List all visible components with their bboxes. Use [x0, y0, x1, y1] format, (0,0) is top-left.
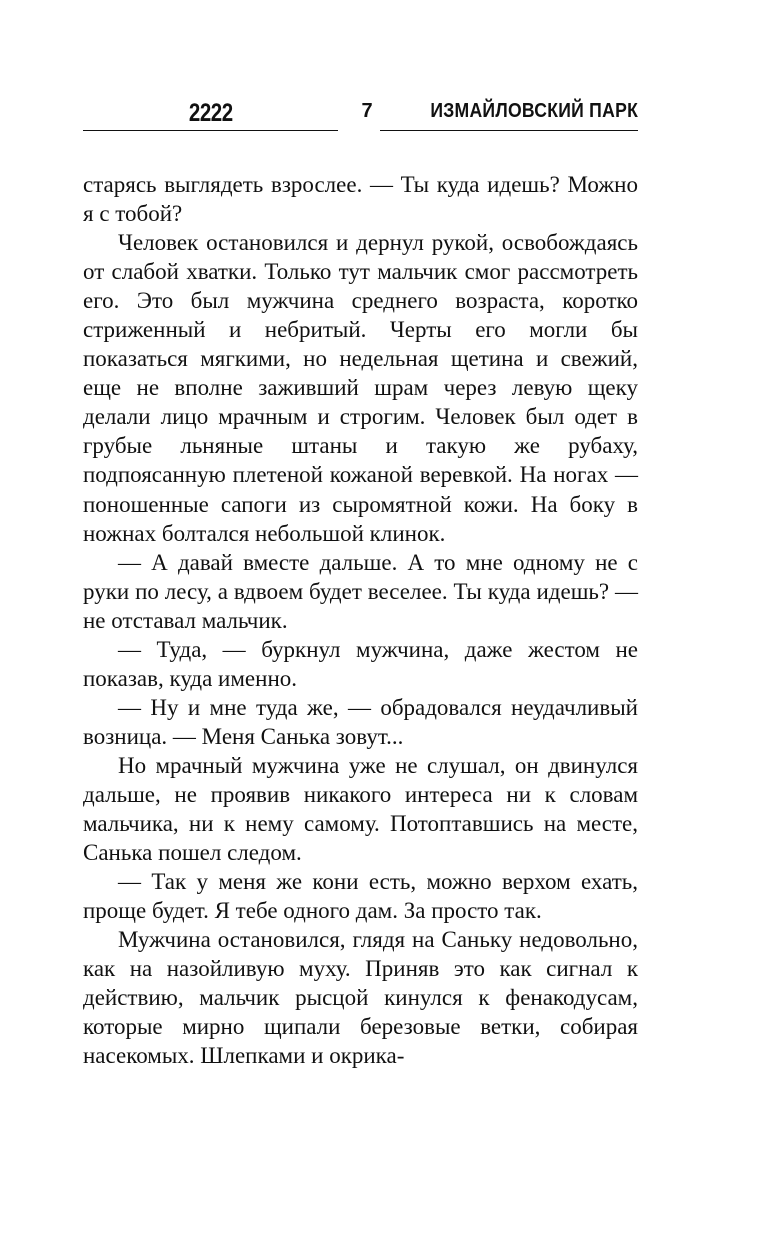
paragraph: — Ну и мне туда же, — обрадовался неудачливый возница. — Меня Санька зовут...	[83, 694, 638, 749]
running-head-left	[83, 96, 338, 131]
running-head	[83, 96, 638, 136]
paragraph: — Так у меня же кони есть, можно верхом ехать, проще будет. Я тебе одного дам. За просто так.	[83, 869, 638, 924]
body-text	[83, 170, 638, 1070]
book-series-title: 2222	[188, 99, 233, 127]
paragraph: — А давай вместе дальше. А то мне одному не с руки по лесу, а вдвоем будет веселее. Ты куда идешь? — не отставал мальчик.	[83, 549, 638, 633]
book-title: ИЗМАЙЛОВСКИЙ ПАРК	[430, 100, 638, 122]
paragraph: Но мрачный мужчина уже не слушал, он двинулся дальше, не проявив никакого интереса ни к словам мальчика, ни к нему самому. Потоптавшись на месте, Санька пошел следом.	[83, 752, 638, 866]
page-number: 7	[361, 100, 373, 122]
running-head-right	[380, 96, 638, 131]
paragraph: — Туда, — буркнул мужчина, даже жестом не показав, куда именно.	[83, 636, 638, 691]
paragraph: Человек остановился и дернул рукой, освобождаясь от слабой хватки. Только тут мальчик смог рассмотреть его. Это был мужчина среднего возраста, коротко стриженный и небритый. Черты его могли бы показаться мягкими, но недельная щетина и свежий, еще не вполне заживший шрам через левую щеку делали лицо мрачным и строгим. Человек был одет в грубые льняные штаны и такую же рубаху, подпоясанную плетеной кожаной веревкой. На ногах — поношенные сапоги из сыромятной кожи. На боку в ножнах болтался небольшой клинок.	[83, 230, 638, 546]
paragraph: Мужчина остановился, глядя на Саньку недовольно, как на назойливую муху. Приняв это как сигнал к действию, мальчик рысцой кинулся к фенакодусам, которые мирно щипали березовые ветки, собирая насекомых. Шлепками и окрика-	[83, 927, 638, 1069]
paragraph: старясь выглядеть взрослее. — Ты куда идешь? Можно я с тобой?	[83, 172, 638, 227]
